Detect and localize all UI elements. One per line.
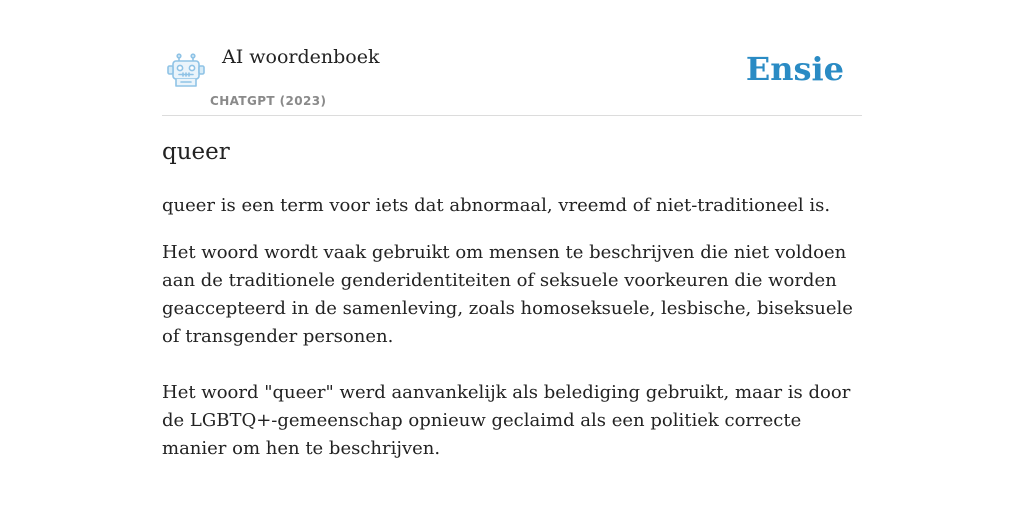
entry-definition bbox=[162, 192, 862, 463]
entry-header bbox=[162, 0, 862, 116]
definition-paragraph: queer is een term voor iets dat abnormaal, vreemd of niet-traditioneel is. bbox=[162, 195, 831, 216]
definition-paragraph: Het woord "queer" werd aanvankelijk als belediging gebruikt, maar is door de LGBTQ+-gemeenschap opnieuw geclaimd als een politiek correcte manier om hen te beschrijven. bbox=[162, 382, 851, 459]
dictionary-title: AI woordenboek bbox=[222, 46, 380, 68]
brand-logo[interactable]: Ensie bbox=[745, 50, 844, 88]
robot-icon bbox=[166, 53, 206, 89]
source-label: CHATGPT (2023) bbox=[210, 94, 327, 108]
dictionary-card bbox=[162, 0, 862, 459]
definition-paragraph: Het woord wordt vaak gebruikt om mensen te beschrijven die niet voldoen aan de traditionele genderidentiteiten of seksuele voorkeuren die worden geaccepteerd in de samenleving, zoals homoseksuele, lesbische, biseksuele of transgender personen. bbox=[162, 242, 853, 347]
entry-term: queer bbox=[162, 139, 230, 165]
